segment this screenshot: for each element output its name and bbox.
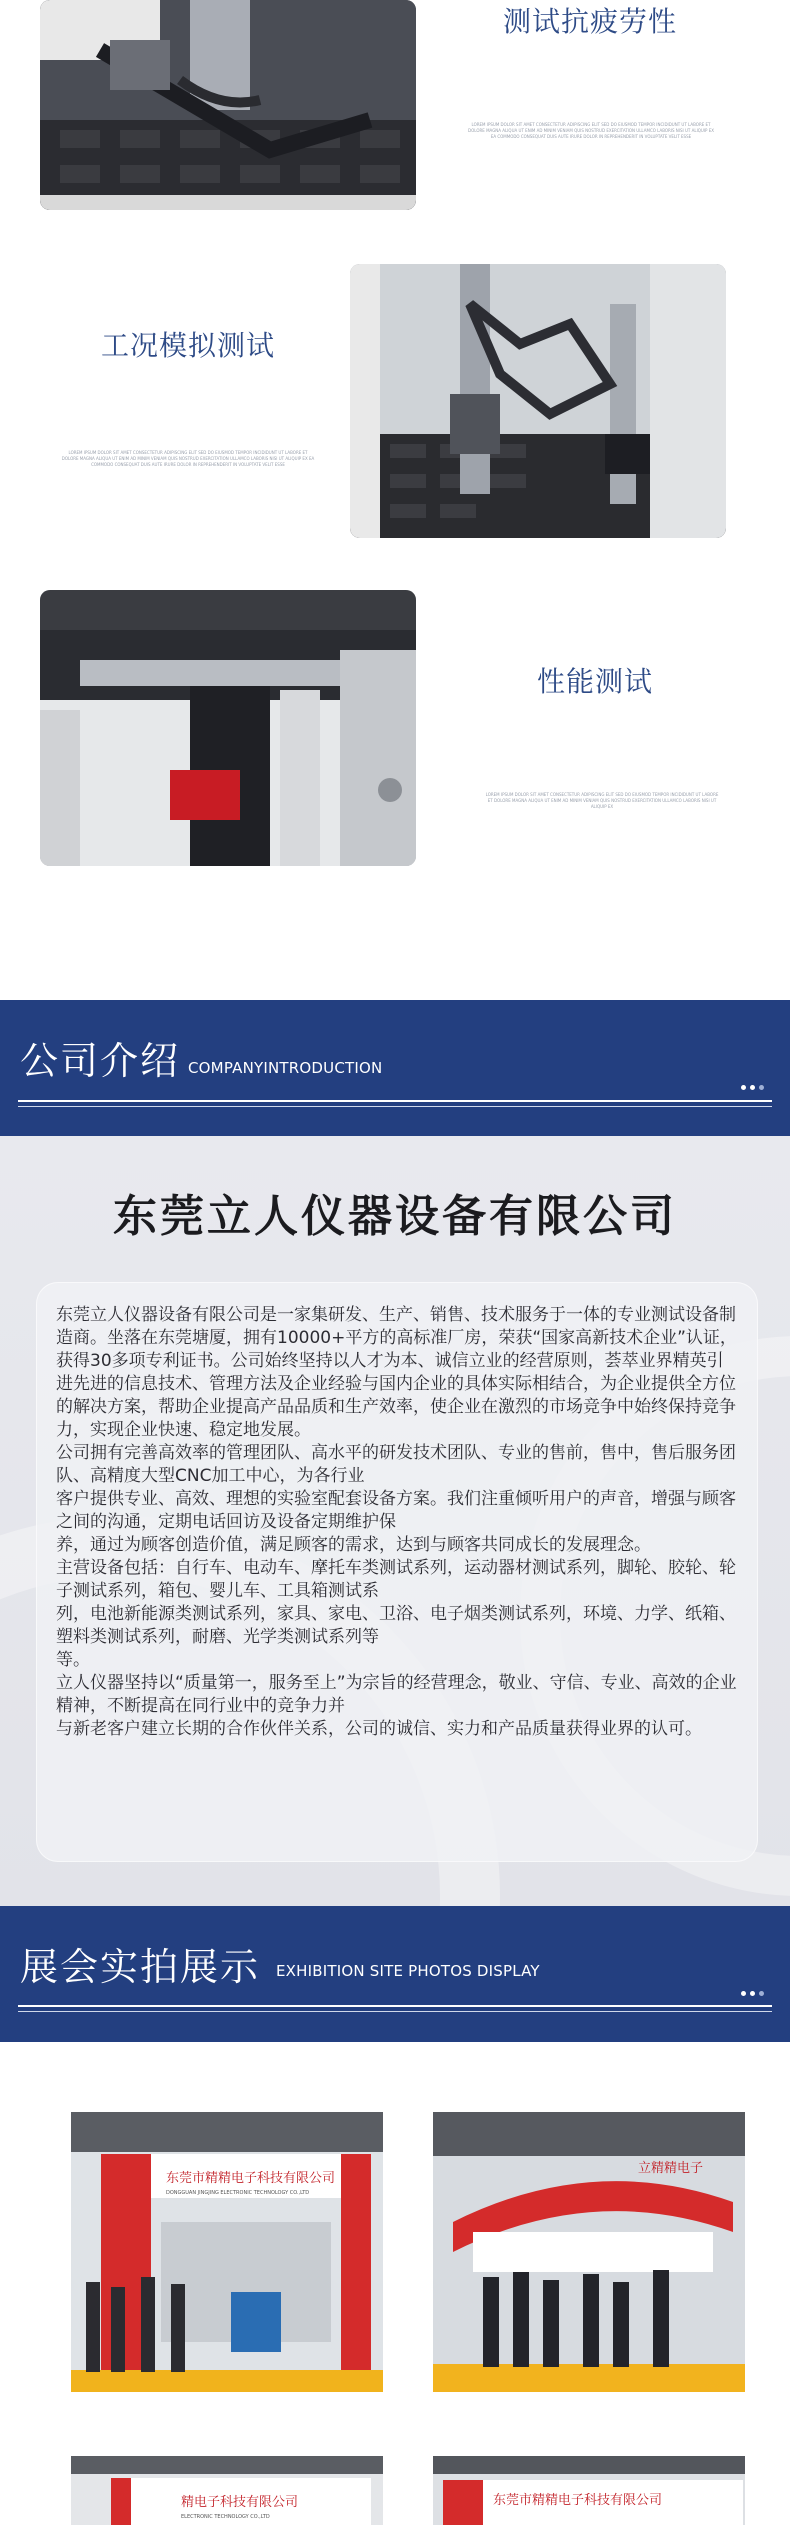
feature-title-simulation: 工况模拟测试	[100, 329, 275, 362]
expo-subtitle: EXHIBITION SITE PHOTOS DISPLAY	[276, 1962, 540, 1980]
dots-icon	[741, 1991, 764, 1996]
expo-photo-3	[71, 2456, 383, 2525]
expo-photo-2	[433, 2112, 745, 2392]
feature-title-performance: 性能测试	[536, 665, 653, 698]
expo-sign-text: 立精精电子	[638, 2161, 704, 2176]
expo-photo-4	[433, 2456, 745, 2525]
feature-desc-performance: LOREM IPSUM DOLOR SIT AMET CONSECTETUR ADIPISCING ELIT SED DO EIUSMOD TEMPOR INCIDIDUNT UT LABORE ET DOLORE MAGNA ALIQUA UT ENIM AD MINIM VENIAM QUIS NOSTRUD EXERCITATION ULLAMCO LABORIS NISI UT ALIQUIP EX	[485, 792, 719, 809]
feature-desc-simulation: LOREM IPSUM DOLOR SIT AMET CONSECTETUR ADIPISCING ELIT SED DO EIUSMOD TEMPOR INCIDIDUNT UT LABORE ET DOLORE MAGNA ALIQUA UT ENIM AD MINIM VENIAM QUIS NOSTRUD EXERCITATION ULLAMCO LABORIS NISI UT ALIQUIP EX EA COMMODO CONSEQUAT DUIS AUTE IRURE DOLOR IN REPREHENDERIT IN VOLUPTATE VELIT ESSE	[61, 450, 315, 467]
company-name: 东莞立人仪器设备有限公司	[113, 1191, 677, 1242]
fatigue-test-photo	[40, 0, 416, 210]
expo-sign-en: DONGGUAN JINGJING ELECTRONIC TECHNOLOGY CO.,LTD	[166, 2190, 310, 2196]
company-intro-card	[36, 1282, 758, 1862]
banner-divider-thin	[18, 1106, 772, 1107]
company-intro-text: 东莞立人仪器设备有限公司是一家集研发、生产、销售、技术服务于一体的专业测试设备制造商。坐落在东莞塘厦，拥有10000+平方的高标准厂房，荣获“国家高新技术企业”认证，获得30多项专利证书。公司始终坚持以人才为本、诚信立业的经营原则，荟萃业界精英引进先进的信息技术、管理方法及企业经验与国内企业的具体实际相结合，为企业提供全方位的解决方案，帮助企业提高产品品质和生产效率，使企业在激烈的市场竞争中始终保持竞争力，实现企业快速、稳定地发展。 公司拥有完善高效率的管理团队、高水平的研发技术团队、专业的售前，售中，售后服务团队、高精度大型CNC加工中心，为各行业 客户提供专业、高效、理想的实验室配套设备方案。我们注重倾听用户的声音，增强与顾客之间的沟通，定期电话回访及设备定期维护保 养，通过为顾客创造价值，满足顾客的需求，达到与顾客共同成长的发展理念。 主营设备包括：自行车、电动车、摩托车类测试系列，运动器材测试系列，脚轮、胶轮、轮子测试系列，箱包、婴儿车、工具箱测试系 列，电池新能源类测试系列，家具、家电、卫浴、电子烟类测试系列，环境、力学、纸箱、塑料类测试系列，耐磨、光学类测试系列等 等。 立人仪器坚持以“质量第一，服务至上”为宗旨的经营理念，敬业、守信、专业、高效的企业精神，不断提高在同行业中的竞争力并 与新老客户建立长期的合作伙伴关系，公司的诚信、实力和产品质量获得业界的认可。	[56, 1305, 737, 1739]
expo-sign-en: ELECTRONIC TECHNOLOGY CO.,LTD	[181, 2514, 270, 2520]
expo-sign-text: 精电子科技有限公司	[181, 2495, 299, 2510]
expo-sign-text: 东莞市精精电子科技有限公司	[166, 2171, 336, 2186]
expo-title: 展会实拍展示	[20, 1945, 261, 1989]
performance-test-photo	[40, 590, 416, 866]
dots-icon	[741, 1085, 764, 1090]
banner-divider-thin	[18, 2011, 772, 2012]
expo-banner	[0, 1906, 790, 2042]
company-intro-banner	[0, 1000, 790, 1136]
company-intro-title: 公司介绍	[20, 1039, 181, 1083]
feature-desc-fatigue: LOREM IPSUM DOLOR SIT AMET CONSECTETUR ADIPISCING ELIT SED DO EIUSMOD TEMPOR INCIDIDUNT UT LABORE ET DOLORE MAGNA ALIQUA UT ENIM AD MINIM VENIAM QUIS NOSTRUD EXERCITATION ULLAMCO LABORIS NISI UT ALIQUIP EX EA COMMODO CONSEQUAT DUIS AUTE IRURE DOLOR IN REPREHENDERIT IN VOLUPTATE VELIT ESSE	[468, 122, 714, 139]
expo-sign-text: 东莞市精精电子科技有限公司	[493, 2493, 663, 2508]
company-intro-subtitle: COMPANYINTRODUCTION	[188, 1059, 383, 1077]
banner-divider	[18, 1100, 772, 1102]
banner-divider	[18, 2005, 772, 2007]
expo-photo-1	[71, 2112, 383, 2392]
company-intro-section	[0, 1136, 790, 1906]
feature-title-fatigue: 测试抗疲劳性	[502, 5, 677, 38]
simulation-test-photo	[350, 264, 726, 538]
